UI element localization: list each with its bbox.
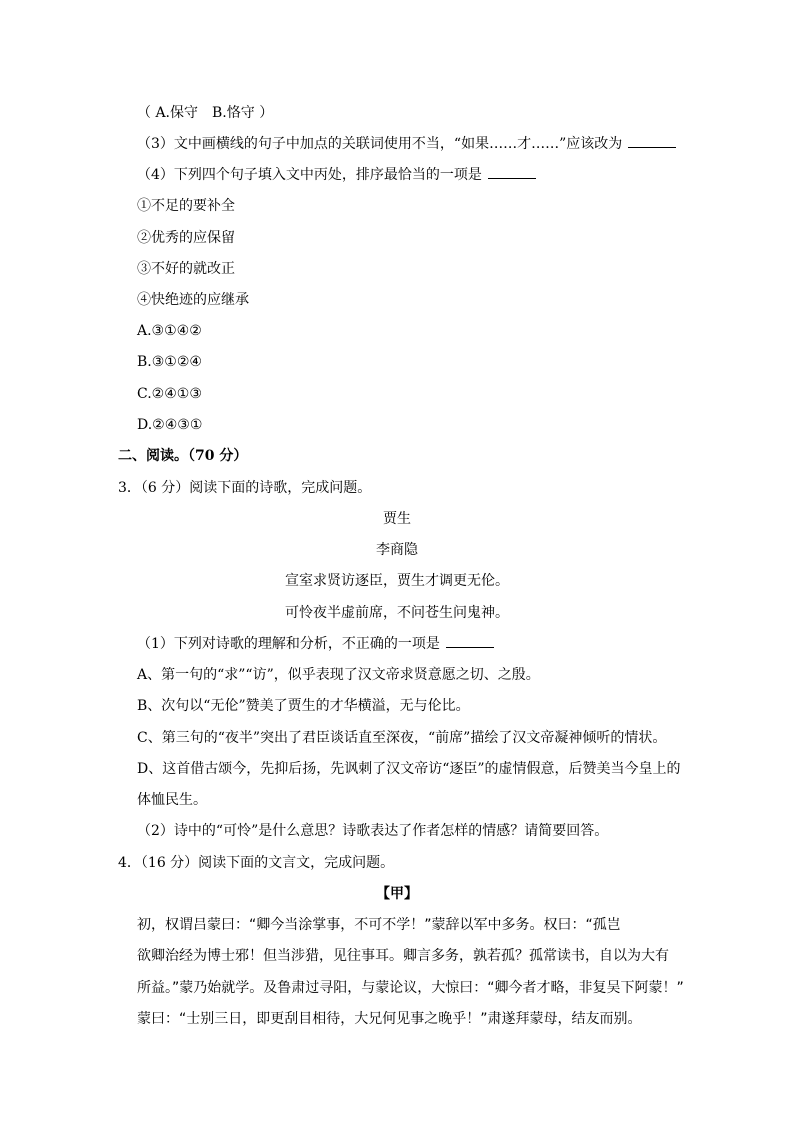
choice-b: B.③①②④	[137, 354, 202, 370]
poem-choice-b: B、次句以“无伦”赞美了贾生的才华横溢，无与伦比。	[137, 698, 470, 714]
poem-line-2: 可怜夜半虚前席，不问苍生问鬼神。	[285, 605, 509, 621]
choice-d: D.②④③①	[137, 417, 203, 433]
question-4-line: （4）下列四个句子填入文中丙处，排序最恰当的一项是	[137, 166, 536, 184]
poem-choice-d: D、这首借古颂今，先抑后扬，先讽刺了汉文帝访“逐臣”的虚情假意，后赞美当今皇上的	[137, 761, 681, 777]
passage-line-4: 蒙曰：“士别三日，即更刮目相待，大兄何见事之晚乎！”肃遂拜蒙母，结友而别。	[137, 1011, 642, 1027]
sentence-2: ②优秀的应保留	[137, 230, 235, 246]
answer-blank[interactable]	[446, 635, 494, 648]
poem-question-1: （1）下列对诗歌的理解和分析，不正确的一项是	[137, 635, 494, 653]
poem-question-2: （2）诗中的“可怜”是什么意思？诗歌表达了作者怎样的情感？请简要回答。	[137, 823, 609, 839]
passage-line-2: 欲卿治经为博士邪！但当涉猎，见往事耳。卿言多务，孰若孤？孤常读书，自以为大有	[137, 948, 669, 964]
choice-a: A.③①④②	[137, 323, 202, 339]
options-line: （ A.保守 B.恪守 ）	[137, 105, 274, 121]
poem-title: 贾生	[383, 511, 411, 527]
question-3-heading: 3．（6 分）阅读下面的诗歌，完成问题。	[118, 480, 372, 496]
sentence-1: ①不足的要补全	[137, 198, 235, 214]
question-3-line: （3）文中画横线的句子中加点的关联词使用不当，“如果……才……”应该改为	[137, 135, 676, 153]
passage-line-1: 初，权谓吕蒙曰：“卿今当涂掌事，不可不学！”蒙辞以军中多务。权曰：“孤岂	[137, 917, 621, 933]
choice-c: C.②④①③	[137, 386, 202, 402]
passage-label: 【甲】	[376, 886, 418, 902]
poem-choice-a: A、第一句的“求”“访”，似乎表现了汉文帝求贤意愿之切、之殷。	[137, 667, 540, 683]
poem-choice-d-continued: 体恤民生。	[137, 792, 207, 808]
sentence-3: ③不好的就改正	[137, 261, 235, 277]
section-heading: 二、阅读。（70 分）	[118, 448, 248, 464]
answer-blank[interactable]	[488, 166, 536, 179]
poem-author: 李商隐	[376, 542, 418, 558]
poem-line-1: 宣室求贤访逐臣，贾生才调更无伦。	[285, 573, 509, 589]
passage-line-3: 所益。”蒙乃始就学。及鲁肃过寻阳，与蒙论议，大惊曰：“卿今者才略，非复吴下阿蒙！”	[137, 980, 684, 996]
answer-blank[interactable]	[628, 135, 676, 148]
poem-choice-c: C、第三句的“夜半”突出了君臣谈话直至深夜，“前席”描绘了汉文帝凝神倾听的情状。	[137, 730, 667, 746]
sentence-4: ④快绝迹的应继承	[137, 292, 249, 308]
question-4-heading: 4．（16 分）阅读下面的文言文，完成问题。	[118, 855, 395, 871]
